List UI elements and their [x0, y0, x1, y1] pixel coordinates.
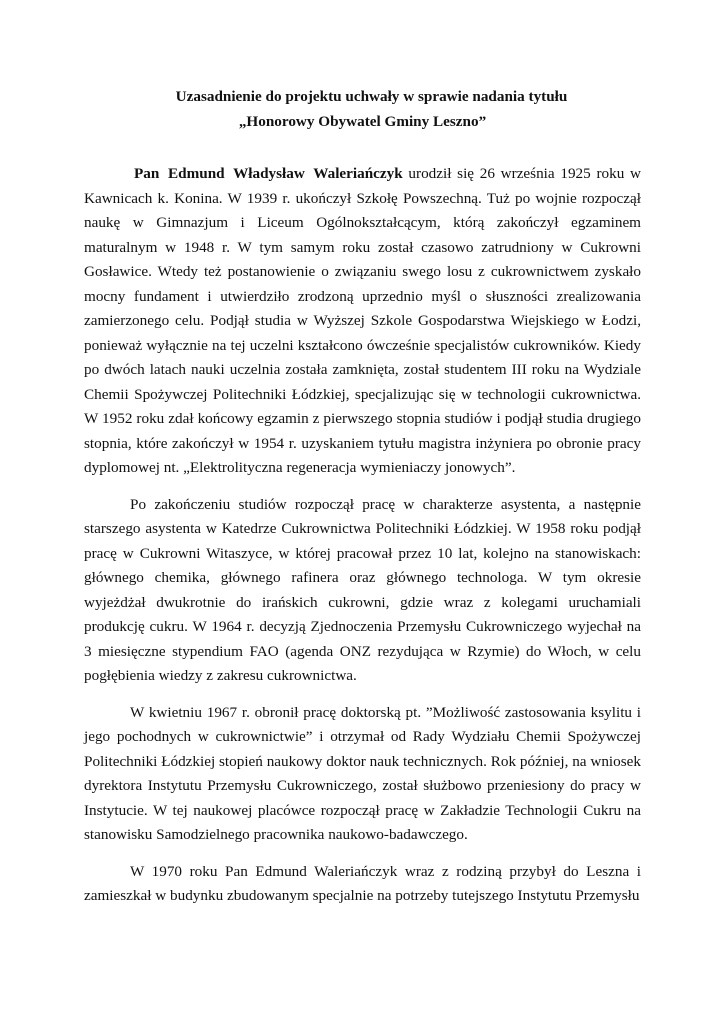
- title-line-1: Uzasadnienie do projektu uchwały w sprawie nadania tytułu: [175, 88, 568, 105]
- paragraph-1-text: urodził się 26 września 1925 roku w Kawnicach k. Konina. W 1939 r. ukończył Szkołę Powszechną. Tuż po wojnie rozpoczął naukę w Gimnazjum i Liceum Ogólnokształcącym, którą zakończył egzaminem maturalnym w 1948 r. W tym samym roku został czasowo zatrudniony w Cukrowni Gosławice. Wtedy też postanowienie o związaniu swego losu z cukrownictwem zyskało mocny fundament i utwierdziło zrodzoną uprzednio myśl o słuszności zrealizowania zamierzonego celu. Podjął studia w Wyższej Szkole Gospodarstwa Wiejskiego w Łodzi, ponieważ wyłącznie na tej uczelni kształcono ówcześnie specjalistów cukrowników. Kiedy po dwóch latach nauki uczelnia została zamknięta, został studentem III roku na Wydziale Chemii Spożywczej Politechniki Łódzkiej, specjalizując się w technologii cukrownictwa. W 1952 roku zdał końcowy egzamin z pierwszego stopnia studiów i podjął studia drugiego stopnia, które zakończył w 1954 r. uzyskaniem tytułu magistra inżyniera po obronie pracy dyplomowej nt. „Elektrolityczna regeneracja wymieniaczy jonowych”.: [84, 165, 642, 476]
- honoree-name: Pan Edmund Władysław Waleriańczyk: [134, 165, 403, 182]
- document-title: [84, 84, 641, 134]
- paragraph-2: Po zakończeniu studiów rozpoczął pracę w charakterze asystenta, a następnie starszego asystenta w Katedrze Cukrownictwa Politechniki Łódzkiej. W 1958 roku podjął pracę w Cukrowni Witaszyce, w której pracował przez 10 lat, kolejno na stanowiskach: głównego chemika, głównego rafinera oraz głównego technologa. W tym okresie wyjeżdżał dwukrotnie do irańskich cukrowni, gdzie wraz z kolegami uruchamiali produkcję cukru. W 1964 r. decyzją Zjednoczenia Przemysłu Cukrowniczego wyjechał na 3 miesięczne stypendium FAO (agenda ONZ rezydująca w Rzymie) do Włoch, w celu pogłębienia wiedzy z zakresu cukrownictwa.: [84, 495, 641, 684]
- title-line-2: „Honorowy Obywatel Gminy Leszno”: [238, 113, 487, 130]
- paragraph-3: W kwietniu 1967 r. obronił pracę doktorską pt. ”Możliwość zastosowania ksylitu i jego pochodnych w cukrownictwie” i otrzymał od Rady Wydziału Chemii Spożywczej Politechniki Łódzkiej stopień naukowy doktor nauk technicznych. Rok później, na wniosek dyrektora Instytutu Przemysłu Cukrowniczego, został służbowo przeniesiony do pracy w Instytucie. W tej naukowej placówce rozpoczął pracę w Zakładzie Technologii Cukru na stanowisku Samodzielnego pracownika naukowo-badawczego.: [84, 703, 641, 843]
- paragraph-4: W 1970 roku Pan Edmund Waleriańczyk wraz z rodziną przybył do Leszna i zamieszkał w budynku zbudowanym specjalnie na potrzeby tutejszego Instytutu Przemysłu: [84, 862, 641, 904]
- paragraph-1: [84, 162, 641, 481]
